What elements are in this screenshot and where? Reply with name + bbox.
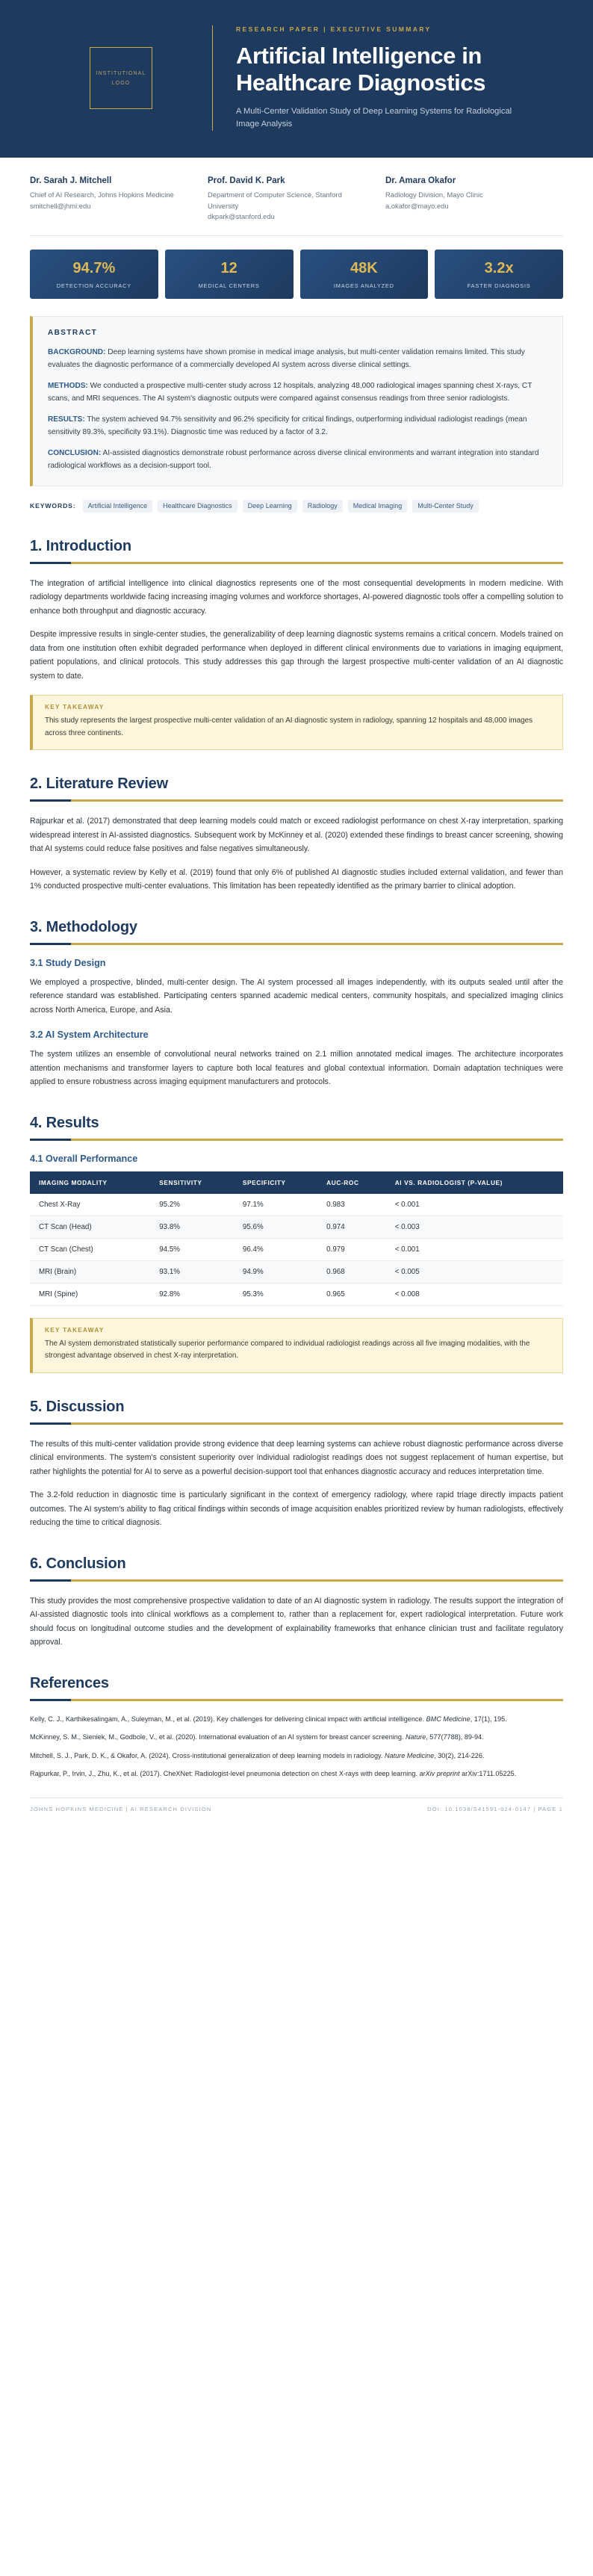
cell-p-value: < 0.003 [386, 1216, 563, 1238]
page-subtitle: A Multi-Center Validation Study of Deep Learning Systems for Radiological Image Analysis [236, 107, 512, 129]
institution-logo [90, 47, 152, 109]
logo-column [30, 25, 213, 131]
section-heading: 6. Conclusion [30, 1555, 126, 1572]
stat-label: DETECTION ACCURACY [56, 282, 131, 289]
reference-item [30, 1750, 563, 1762]
section-heading: 1. Introduction [30, 537, 131, 554]
paragraph: The results of this multi-center validation provide strong evidence that deep learning systems can achieve robust diagnostic performance across diverse clinical environments. The system's consistent superiority over individual radiologist readings does not suggest replacement of human expertise, but rather highlights the potential for AI to serve as a powerful decision-support tool that enhances diagnostic accuracy and reduces interpretation time. [30, 1439, 563, 1476]
key-takeaway-label: KEY TAKEAWAY [45, 1326, 105, 1334]
stat-label: FASTER DIAGNOSIS [467, 282, 531, 289]
stat-card-medical-centers [165, 250, 294, 299]
header-text-column [213, 25, 563, 131]
key-takeaway-box [30, 695, 563, 750]
author-card [385, 176, 563, 223]
key-takeaway-text: This study represents the largest prospective multi-center validation of an AI diagnostic system in radiology, spanning 12 hospitals and 48,000 images across three continents. [45, 716, 533, 737]
section-literature-review [30, 775, 563, 894]
author-email[interactable]: dkpark@stanford.edu [208, 212, 275, 220]
reference-locator: arXiv:1711.05225. [459, 1770, 517, 1777]
author-card [208, 176, 385, 223]
table-header-row [30, 1171, 563, 1194]
page-title: Artificial Intelligence in Healthcare Diagnostics [236, 43, 486, 96]
cell-specificity: 95.3% [234, 1283, 317, 1305]
section-methodology [30, 919, 563, 1089]
document-header [0, 0, 593, 158]
reference-item [30, 1768, 563, 1780]
abstract-paragraph-background [48, 346, 547, 371]
abstract-paragraph-conclusion [48, 447, 547, 472]
reference-locator: , 577(7788), 89-94. [426, 1733, 484, 1741]
cell-auc-roc: 0.979 [317, 1238, 386, 1260]
section-results [30, 1115, 563, 1373]
keyword-tag[interactable]: Deep Learning [243, 500, 297, 513]
author-affiliation: Chief of AI Research, Johns Hopkins Medicine [30, 191, 174, 199]
author-affiliation: Department of Computer Science, Stanford University [208, 191, 342, 210]
reference-item [30, 1732, 563, 1744]
section-rule [30, 1579, 563, 1582]
document-footer [30, 1806, 563, 1812]
section-heading: 5. Discussion [30, 1398, 125, 1415]
stat-card-faster-diagnosis [435, 250, 563, 299]
paragraph: This study provides the most comprehensive prospective validation to date of an AI diagnostic system in radiology. The results support the integration of AI-assisted diagnostic tools into clinical workflows as a complement to, rather than a replacement for, expert radiological interpretation. Future work should focus on longitudinal outcome studies and the development of explainability frameworks that enhance clinician trust and facilitate regulatory approval. [30, 1596, 563, 1647]
cell-modality: MRI (Spine) [30, 1283, 150, 1305]
cell-p-value: < 0.005 [386, 1260, 563, 1283]
footer-right-text: DOI: 10.1038/S41591-024-0147 | PAGE 1 [427, 1805, 563, 1812]
cell-auc-roc: 0.983 [317, 1194, 386, 1216]
table-row [30, 1238, 563, 1260]
key-takeaway-text: The AI system demonstrated statistically superior performance compared to individual radiologist readings across all five imaging modalities, with the strongest advantage observed in chest X-ray interpretation. [45, 1339, 530, 1360]
keyword-tag[interactable]: Medical Imaging [348, 500, 408, 513]
table-row [30, 1260, 563, 1283]
reference-text: Kelly, C. J., Karthikesalingam, A., Suleyman, M., et al. (2019). Key challenges for delivering clinical impact with artificial intelligence. [30, 1715, 426, 1723]
section-rule [30, 1139, 563, 1141]
section-heading: References [30, 1674, 109, 1691]
cell-sensitivity: 95.2% [150, 1194, 234, 1216]
stat-label: IMAGES ANALYZED [333, 282, 394, 289]
section-heading: 4. Results [30, 1114, 99, 1131]
reference-text: McKinney, S. M., Sieniek, M., Godbole, V., et al. (2020). International evaluation of an AI system for breast cancer screening. [30, 1733, 406, 1741]
cell-sensitivity: 93.1% [150, 1260, 234, 1283]
author-list [0, 158, 593, 223]
cell-specificity: 96.4% [234, 1238, 317, 1260]
stat-card-detection-accuracy [30, 250, 158, 299]
cell-modality: Chest X-Ray [30, 1194, 150, 1216]
abstract-text: Deep learning systems have shown promise in medical image analysis, but multi-center validation remains limited. This study evaluates the diagnostic performance of a commercially developed AI system across diverse clinical settings. [48, 347, 525, 369]
logo-line-1: INSTITUTIONAL [96, 70, 146, 76]
keyword-tag[interactable]: Artificial Intelligence [83, 500, 153, 513]
column-header-specificity: SPECIFICITY [234, 1171, 317, 1194]
cell-modality: CT Scan (Head) [30, 1216, 150, 1238]
cell-auc-roc: 0.965 [317, 1283, 386, 1305]
column-header-modality: IMAGING MODALITY [30, 1171, 150, 1194]
stat-value: 94.7% [72, 259, 116, 276]
section-rule [30, 799, 563, 802]
key-takeaway-box [30, 1318, 563, 1373]
author-affiliation: Radiology Division, Mayo Clinic [385, 191, 483, 199]
reference-journal: BMC Medicine [426, 1715, 471, 1723]
author-email[interactable]: smitchell@jhmi.edu [30, 201, 91, 210]
cell-p-value: < 0.001 [386, 1238, 563, 1260]
subsection-heading-ai-system-architecture: 3.2 AI System Architecture [30, 1030, 149, 1040]
header-eyebrow: RESEARCH PAPER | EXECUTIVE SUMMARY [236, 25, 432, 33]
cell-specificity: 94.9% [234, 1260, 317, 1283]
abstract-paragraph-methods [48, 380, 547, 405]
abstract-box [30, 316, 563, 486]
abstract-paragraph-results [48, 413, 547, 439]
cell-modality: CT Scan (Chest) [30, 1238, 150, 1260]
reference-journal: Nature [405, 1733, 426, 1741]
abstract-label: BACKGROUND: [48, 347, 106, 356]
section-heading: 2. Literature Review [30, 775, 168, 792]
keyword-tag[interactable]: Radiology [302, 500, 343, 513]
reference-locator: , 17(1), 195. [470, 1715, 507, 1723]
paragraph: The 3.2-fold reduction in diagnostic time is particularly significant in the context of emergency radiology, where rapid triage directly impacts patient outcomes. The AI system's ability to flag critical findings within seconds of image acquisition enables prioritized review by human radiologists, effectively reducing the time to critical diagnosis. [30, 1490, 563, 1527]
section-rule [30, 562, 563, 564]
stat-value: 12 [220, 259, 237, 276]
stat-value: 48K [350, 259, 378, 276]
subsection-heading-study-design: 3.1 Study Design [30, 957, 106, 968]
cell-sensitivity: 93.8% [150, 1216, 234, 1238]
author-name: Dr. Amara Okafor [385, 176, 456, 185]
section-introduction [30, 538, 563, 751]
paragraph: The integration of artificial intelligence into clinical diagnostics represents one of the most consequential developments in modern medicine. With radiology departments worldwide facing increasing imaging volumes and workforce shortages, AI-powered diagnostic tools offer a compelling solution to enhance both throughput and diagnostic accuracy. [30, 578, 563, 616]
cell-p-value: < 0.008 [386, 1283, 563, 1305]
subsection-heading-overall-performance: 4.1 Overall Performance [30, 1153, 138, 1164]
key-takeaway-label: KEY TAKEAWAY [45, 704, 105, 710]
cell-sensitivity: 92.8% [150, 1283, 234, 1305]
paragraph: However, a systematic review by Kelly et al. (2019) found that only 6% of published AI diagnostic studies included external validation, and fewer than 1% conducted prospective multi-center evaluations. This limitation has been repeatedly identified as the primary barrier to clinical adoption. [30, 867, 563, 891]
table-row [30, 1283, 563, 1305]
cell-modality: MRI (Brain) [30, 1260, 150, 1283]
reference-locator: , 30(2), 214-226. [434, 1751, 485, 1759]
cell-auc-roc: 0.974 [317, 1216, 386, 1238]
stat-value: 3.2x [484, 259, 514, 276]
reference-journal: Nature Medicine [384, 1751, 435, 1759]
author-name: Dr. Sarah J. Mitchell [30, 176, 112, 185]
reference-text: Rajpurkar, P., Irvin, J., Zhu, K., et al. (2017). CheXNet: Radiologist-level pneumonia detection on chest X-rays with deep learning. [30, 1770, 420, 1777]
keywords-label: KEYWORDS: [30, 502, 76, 510]
section-heading: 3. Methodology [30, 918, 137, 935]
paragraph: The system utilizes an ensemble of convolutional neural networks trained on 2.1 million annotated medical images. The architecture incorporates attention mechanisms and transformer layers to capture both local features and global contextual information. Domain adaptation techniques were applied to ensure robustness across imaging equipment manufacturers and protocols. [30, 1050, 563, 1086]
table-row [30, 1216, 563, 1238]
keyword-tag[interactable]: Multi-Center Study [412, 500, 479, 513]
abstract-heading: ABSTRACT [48, 328, 98, 337]
abstract-text: The system achieved 94.7% sensitivity and 96.2% specificity for critical findings, outperforming individual radiologist readings (mean sensitivity 89.3%, specificity 93.1%). Diagnostic time was reduced by a factor of 3.2. [48, 415, 527, 436]
stat-label: MEDICAL CENTERS [198, 282, 260, 289]
abstract-text: AI-assisted diagnostics demonstrate robust performance across diverse clinical environments and warrant integration into standard radiological workflows as a decision-support tool. [48, 448, 539, 470]
reference-journal: arXiv preprint [419, 1770, 460, 1777]
section-rule [30, 943, 563, 945]
cell-sensitivity: 94.5% [150, 1238, 234, 1260]
cell-specificity: 95.6% [234, 1216, 317, 1238]
table-row [30, 1194, 563, 1216]
paragraph: Despite impressive results in single-center studies, the generalizability of deep learning diagnostic systems remains a critical concern. Models trained on data from one institution often exhibit degraded performance when deployed in different clinical environments due to variations in imaging equipment, patient populations, and clinical protocols. This study addresses this gap through the largest prospective multi-center validation of an AI diagnostic system to date. [30, 630, 563, 681]
author-card [30, 176, 208, 223]
performance-table [30, 1171, 563, 1306]
section-conclusion [30, 1555, 563, 1650]
reference-item [30, 1714, 563, 1726]
section-discussion [30, 1399, 563, 1530]
section-rule [30, 1699, 563, 1701]
stat-card-images-analyzed [300, 250, 429, 299]
cell-p-value: < 0.001 [386, 1194, 563, 1216]
paragraph: Rajpurkar et al. (2017) demonstrated that deep learning models could match or exceed radiologist performance on chest X-ray interpretation, sparking widespread interest in AI-assisted diagnostics. Subsequent work by McKinney et al. (2020) extended these findings to breast cancer screening, showing that AI systems could reduce false positives and false negatives simultaneously. [30, 817, 563, 853]
author-email[interactable]: a.okafor@mayo.edu [385, 201, 449, 210]
cell-specificity: 97.1% [234, 1194, 317, 1216]
section-references [30, 1675, 563, 1780]
section-rule [30, 1422, 563, 1425]
abstract-label: CONCLUSION: [48, 448, 102, 457]
keyword-tag[interactable]: Healthcare Diagnostics [158, 500, 237, 513]
reference-text: Mitchell, S. J., Park, D. K., & Okafor, A. (2024). Cross-institutional generalization of deep learning models in radiology. [30, 1751, 385, 1759]
footer-left-text: JOHNS HOPKINS MEDICINE | AI RESEARCH DIVISION [30, 1805, 212, 1812]
abstract-label: RESULTS: [48, 415, 85, 424]
column-header-auc-roc: AUC-ROC [317, 1171, 386, 1194]
abstract-label: METHODS: [48, 381, 88, 390]
column-header-p-value: AI VS. RADIOLOGIST (P-VALUE) [386, 1171, 563, 1194]
cell-auc-roc: 0.968 [317, 1260, 386, 1283]
logo-line-2: LOGO [111, 80, 131, 86]
paragraph: We employed a prospective, blinded, multi-center design. The AI system processed all images independently, with its outputs sealed until after the reference standard was established. Participating centers spanned academic medical centers, community hospitals, and specialized imaging clinics across North America, Europe, and Asia. [30, 977, 563, 1015]
abstract-text: We conducted a prospective multi-center study across 12 hospitals, analyzing 48,000 radiological images spanning chest X-rays, CT scans, and MRI sequences. The AI system's diagnostic outputs were compared against consensus readings from three senior radiologists. [48, 381, 533, 403]
keyword-list [30, 500, 563, 513]
key-metrics-row [0, 236, 593, 299]
author-name: Prof. David K. Park [208, 176, 285, 185]
column-header-sensitivity: SENSITIVITY [150, 1171, 234, 1194]
